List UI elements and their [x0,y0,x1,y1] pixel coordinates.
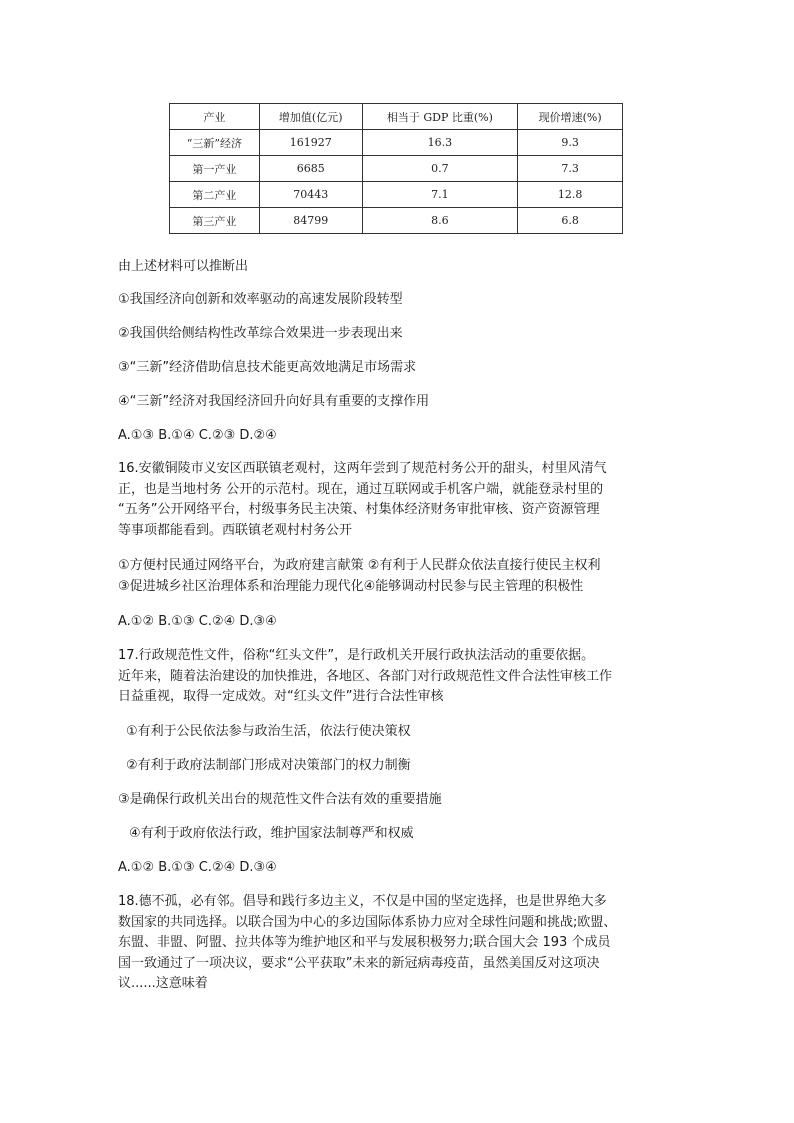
table-cell: 9.3 [518,130,623,156]
q17-stem-line: 17.行政规范性文件，俗称“红头文件”，是行政机关开展行政执法活动的重要依据。 [118,648,595,663]
q16-stem-line: 等事项都能看到。西联镇老观村村务公开 [118,522,353,538]
q15-stem: 由上述材料可以推断出 [118,259,249,274]
q16-options-line: ①方便村民通过网络平台，为政府建言献策 ②有利于人民群众依法直接行使民主权利 [118,558,601,573]
q17-answer-choices: A.①② B.①③ C.②④ D.③④ [118,860,277,875]
table-header-row [170,104,623,130]
q15-answer-choices: A.①③ B.①④ C.②③ D.②④ [118,428,277,443]
header-added-value: 增加值(亿元) [259,104,362,130]
q16-stem-line: “五务”公开网络平台，村级事务民主决策、村集体经济财务审批审核、资产资源管理 [118,502,600,517]
q16-stem-line: 16.安徽铜陵市义安区西联镇老观村，这两年尝到了规范村务公开的甜头，村里风清气 [118,461,607,476]
table-cell: 第三产业 [170,208,260,234]
table-cell: 7.3 [518,156,623,182]
q15-option-4: ④“三新”经济对我国经济回升向好具有重要的支撑作用 [118,394,430,409]
header-industry: 产业 [170,104,260,130]
q18-stem-line: 数国家的共同选择。以联合国为中心的多边国际体系协力应对全球性问题和挑战;欧盟、 [118,914,617,930]
table-row [170,156,623,182]
q15-option-2: ②我国供给侧结构性改革综合效果进一步表现出来 [118,326,403,341]
q17-option-3: ③是确保行政机关出台的规范性文件合法有效的重要措施 [118,792,442,807]
q18-stem-line: 议......这意味着 [118,976,208,991]
table-cell: 第一产业 [170,156,260,182]
q18-stem-line: 东盟、非盟、阿盟、拉共体等为维护地区和平与发展积极努力;联合国大会 193 个成员 [118,935,611,950]
q17-stem [118,646,678,708]
q17-stem-line: 近年来，随着法治建设的加快推进，各地区、各部门对行政规范性文件合法性审核工作 [118,668,613,684]
table-cell: 第二产业 [170,182,260,208]
q16-stem-line: 正，也是当地村务 公开的示范村。现在，通过互联网或手机客户端，就能登录村里的 [118,481,604,497]
q17-stem-line: 日益重视，取得一定成效。对“红头文件”进行合法性审核 [118,689,444,704]
table-cell: 6.8 [518,208,623,234]
table-cell: 16.3 [362,130,518,156]
q18-stem-line: 国一致通过了一项决议，要求“公平获取”未来的新冠病毒疫苗，虽然美国反对这项决 [118,955,600,971]
table-row [170,130,623,156]
industry-data-table [169,103,623,234]
table-cell: 84799 [259,208,362,234]
table-cell: 6685 [259,156,362,182]
q18-stem-line: 18.德不孤，必有邻。倡导和践行多边主义，不仅是中国的坚定选择，也是世界绝大多 [118,894,607,909]
q16-options-line: ③促进城乡社区治理体系和治理能力现代化④能够调动村民参与民主管理的积极性 [118,578,584,594]
q17-option-4: ④有利于政府依法行政，维护国家法制尊严和权威 [129,826,414,841]
q15-option-1: ①我国经济向创新和效率驱动的高速发展阶段转型 [118,292,403,307]
header-gdp-share: 相当于 GDP 比重(%) [362,104,518,130]
q16-options [118,556,678,597]
q18-stem [118,892,678,995]
table-cell: 12.8 [518,182,623,208]
header-growth: 现价增速(%) [518,104,623,130]
q15-option-3: ③“三新”经济借助信息技术能更高效地满足市场需求 [118,360,417,375]
table-cell: 70443 [259,182,362,208]
table-cell: 161927 [259,130,362,156]
table-cell: 0.7 [362,156,518,182]
q16-answer-choices: A.①② B.①③ C.②④ D.③④ [118,614,277,629]
table-row [170,182,623,208]
q16-stem [118,459,678,541]
table-cell: “三新”经济 [170,130,260,156]
table-cell: 7.1 [362,182,518,208]
table-cell: 8.6 [362,208,518,234]
table-row [170,208,623,234]
q17-option-2: ②有利于政府法制部门形成对决策部门的权力制衡 [126,758,411,773]
q17-option-1: ①有利于公民依法参与政治生活，依法行使决策权 [126,724,411,739]
